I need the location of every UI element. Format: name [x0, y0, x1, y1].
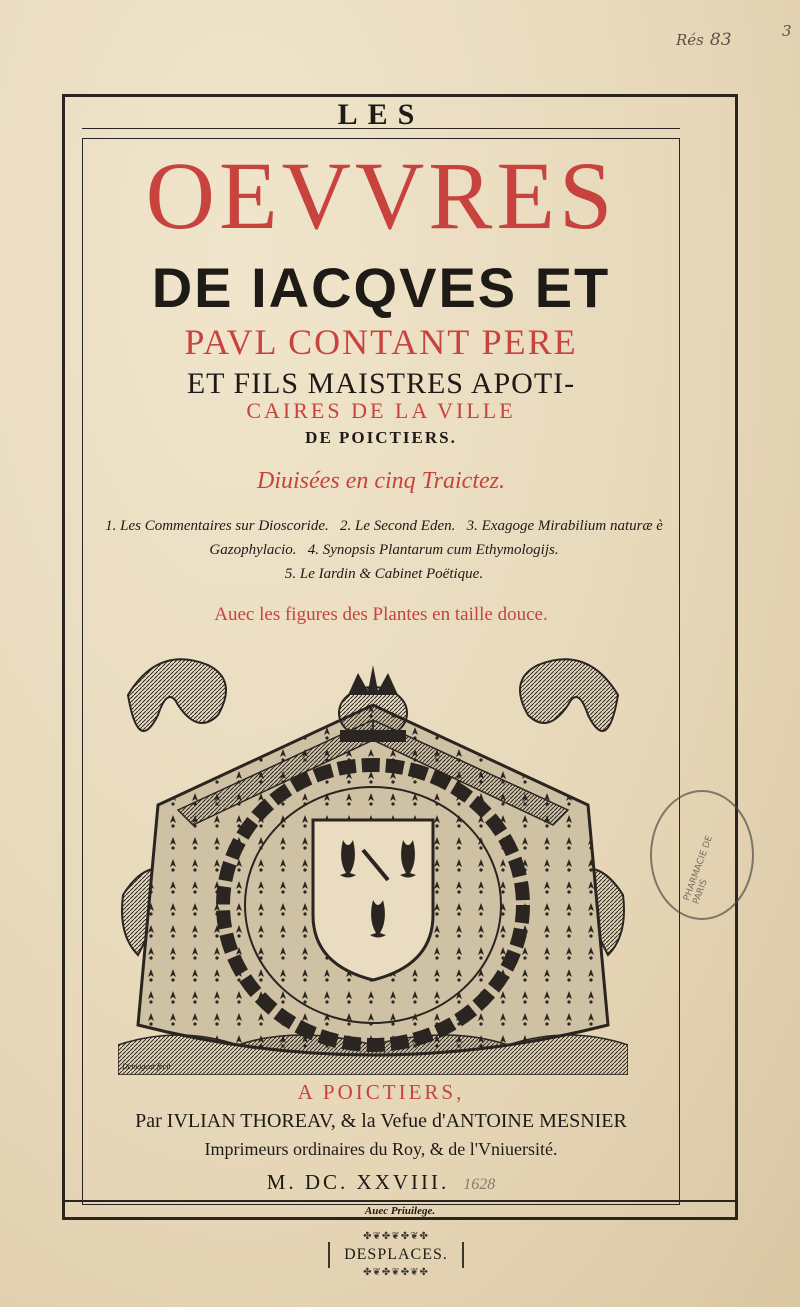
royal-crown [339, 665, 407, 742]
treatise-4: 4. Synopsis Plantarum cum Ethymologijs. [307, 542, 559, 558]
treatise-5: 5. Le Iardin & Cabinet Poëtique. [284, 566, 484, 582]
acanthus-right [520, 659, 618, 731]
stamp-text: PHARMACIE DE PARIS [682, 834, 716, 906]
imprint-year: M. DC. XXVIII. [266, 1170, 450, 1194]
shelfmark [676, 22, 792, 50]
imprint-role: Imprimeurs ordinaires du Roy, & de l'Vniuersité. [204, 1139, 558, 1159]
engraver-signature: Demogeot fecit [122, 1062, 171, 1071]
ornament-top: ✤❦✤❦✤❦✤ [363, 1231, 429, 1242]
treatise-2: 2. Le Second Eden. [339, 518, 456, 534]
title-line-paul: PAVL CONTANT PERE [184, 322, 578, 362]
shelfmark-number: 83 [709, 30, 732, 50]
title-line-poictiers: DE POICTIERS. [305, 428, 457, 447]
title-line-authors: DE IACQVES ET [151, 256, 611, 319]
figures-note: Auec les figures des Plantes en taille douce. [214, 604, 548, 625]
binder-name: DESPLACES. [328, 1242, 464, 1268]
bottom-rule [62, 1200, 738, 1202]
subtitle: Diuisées en cinq Traictez. [257, 468, 505, 494]
treatise-1: 1. Les Commentaires sur Dioscoride. [105, 518, 329, 534]
handwritten-year: 1628 [463, 1176, 496, 1193]
title-line-caires: CAIRES DE LA VILLE [246, 398, 516, 423]
royal-arms-engraving [118, 635, 628, 1075]
treatise-list [100, 514, 668, 586]
title-les: LES [337, 98, 425, 131]
shelfmark-corner: 3 [782, 22, 792, 40]
ornament-bottom: ✤❦✤❦✤❦✤ [363, 1267, 429, 1278]
shelfmark-prefix: Rés [676, 31, 704, 49]
treatise-3: 3. Exagoge Mirabilium naturæ è Gazophylacio. [209, 518, 663, 558]
imprint-printers: Par IVLIAN THOREAV, & la Vefue d'ANTOINE MESNIER [135, 1110, 627, 1132]
title-line-fils: ET FILS MAISTRES APOTI- [186, 367, 576, 400]
acanthus-left [128, 659, 226, 731]
privilege-note: Auec Priuilege. [364, 1205, 436, 1217]
title-oeuvres: OEVVRES [145, 142, 617, 249]
imprint-year-line [82, 1170, 680, 1195]
library-stamp [650, 790, 754, 920]
binder-label [320, 1232, 472, 1282]
imprint-place: A POICTIERS, [297, 1080, 465, 1104]
